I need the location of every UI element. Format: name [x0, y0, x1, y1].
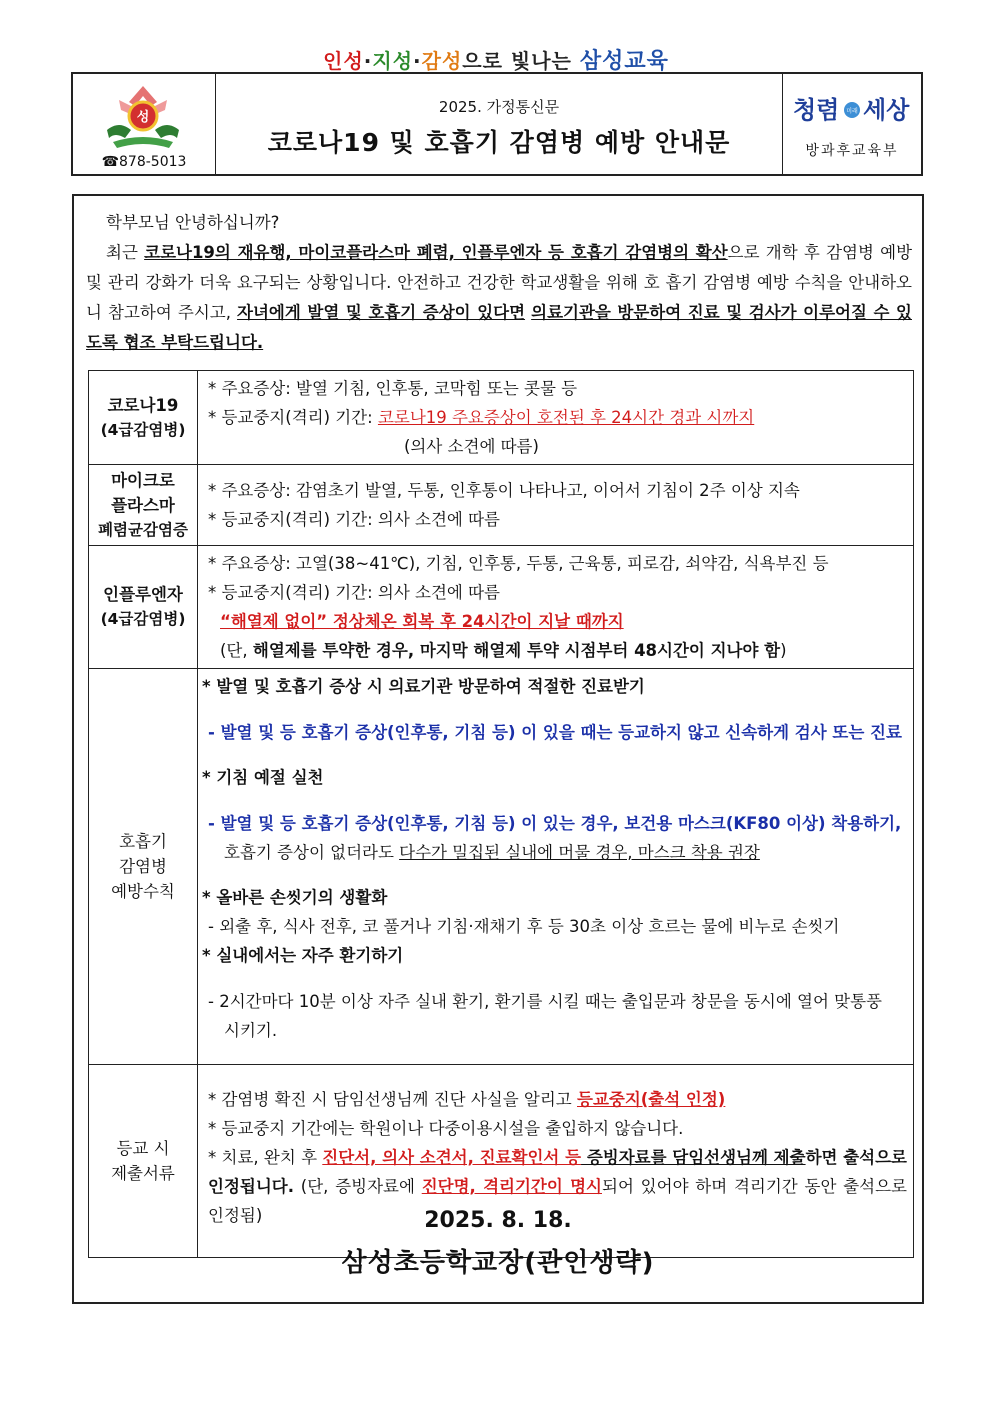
logo-text-left: 청렴 [793, 96, 840, 124]
greeting: 학부모님 안녕하십니까? [106, 213, 280, 232]
symptoms-line: * 주요증상: 고열(38~41℃), 기침, 인후통, 두통, 근육통, 피로감, 쇠약감, 식욕부진 등 [208, 554, 829, 573]
label-line: 마이크로 [111, 470, 175, 490]
submit-seg: 되어 있어야 하며 격리기간 동안 출석으로 인정됨) [208, 1177, 907, 1225]
slogan-part: 감성 [421, 49, 463, 73]
clean-society-logo [791, 88, 913, 128]
symptoms-line: * 주요증상: 발열 기침, 인후통, 코막힘 또는 콧물 등 [208, 379, 578, 398]
label-line: 호흡기 [119, 832, 167, 851]
label-line: 제출서류 [111, 1164, 175, 1183]
rule-detail [208, 809, 907, 867]
detail-underline: 다수가 밀집된 실내에 머물 경우, 마스크 착용 권장 [399, 842, 760, 862]
slogan-dot: · [413, 49, 422, 73]
slogan-dot: · [363, 49, 373, 73]
note-highlight: 해열제를 투약한 경우, 마지막 해열제 투약 시점부터 48시간이 지나야 함 [252, 641, 781, 660]
fever-free-rule: “해열제 없이” 정상체온 회복 후 24시간이 지날 때까지 [220, 612, 624, 631]
label-line: 폐렴균감염증 [98, 520, 188, 539]
school-emblem-icon [99, 80, 187, 152]
submit-line [208, 1085, 907, 1114]
row-content [198, 371, 914, 465]
label-line: 코로나19 [107, 395, 179, 415]
row-label [89, 669, 198, 1065]
iso-highlight: 코로나19 주요증상이 호전된 후 24시간 경과 시까지 [377, 408, 755, 427]
intro-paragraph [86, 208, 912, 358]
intro-highlight: 코로나19의 재유행, 마이코플라스마 폐렴, 인플루엔자 등 호흡기 감염병의 확산 [144, 243, 728, 262]
letter-header [71, 72, 923, 176]
rule-detail: - 2시간마다 10분 이상 자주 실내 환기, 환기를 시킬 때는 출입문과 창문을 동시에 열어 맞통풍시키기. [208, 991, 882, 1040]
school-slogan [0, 44, 992, 75]
note-seg: ) [780, 641, 787, 660]
table-row [89, 371, 914, 465]
slogan-part: 인성 [323, 49, 364, 73]
submit-seg: * 감염병 확진 시 담임선생님께 진단 사실을 알리고 [208, 1090, 577, 1109]
school-phone: ☎878-5013 [101, 154, 187, 170]
table-row [89, 465, 914, 546]
department-cell [783, 74, 921, 174]
row-content [198, 465, 914, 546]
intro-seg: 으로 개학 [727, 243, 798, 262]
antipyretic-note [208, 636, 907, 665]
logo-text-right: 세상 [863, 96, 910, 124]
label-line: (4급감염병) [100, 610, 186, 628]
label-line: 감염병 [119, 857, 167, 876]
submit-highlight: 등교중지(출석 인정) [577, 1090, 726, 1109]
row-label [89, 371, 198, 465]
submit-line: * 등교중지 기간에는 학원이나 다중이용시설을 출입하지 않습니다. [208, 1119, 684, 1138]
rule-heading: * 발열 및 호흡기 증상 시 의료기관 방문하여 적절한 진료받기 [202, 677, 645, 696]
intro-highlight: 자녀에게 발열 및 호흡기 증상이 있다면 [237, 303, 526, 322]
label-line: 인플루엔자 [103, 585, 183, 604]
row-label [89, 546, 198, 669]
label-line: (4급감염병) [100, 420, 186, 439]
detail-seg: 호흡기 증상이 없더라도 [224, 842, 400, 862]
submit-highlight: 증빙자료를 담임선생님께 제출 [581, 1148, 806, 1167]
submit-highlight: 진단명, 격리기간이 명시 [421, 1177, 602, 1196]
rule-detail: - 발열 및 등 호흡기 증상(인후통, 기침 등) 이 있을 때는 등교하지 않고 신속하게 검사 또는 진료 [208, 722, 902, 742]
iso-note: (의사 소견에 따름) [404, 437, 539, 456]
label-line: 등교 시 [116, 1139, 170, 1158]
rule-heading: * 실내에서는 자주 환기하기 [202, 946, 404, 965]
slogan-part: 으로 빛나는 [462, 49, 580, 73]
detail-highlight: - 발열 및 등 호흡기 증상(인후통, 기침 등) 이 있는 경우, 보건용 마스크(KF80 이상) 착용하기, [208, 813, 902, 833]
intro-seg: 최근 [106, 243, 145, 262]
submit-seg: * 치료, 완치 후 [208, 1148, 323, 1167]
symptoms-line: * 주요증상: 감염초기 발열, 두통, 인후통이 나타나고, 이어서 기침이 2주 이상 지속 [208, 481, 800, 500]
isolation-line: * 등교중지(격리) 기간: 의사 소견에 따름 [208, 510, 500, 529]
label-line: 예방수칙 [111, 882, 175, 901]
letter-body [72, 194, 924, 1304]
submit-seg: (단, 증빙자료에 [293, 1177, 422, 1196]
label-line: 플라스마 [111, 495, 175, 515]
row-content [198, 546, 914, 669]
rule-detail: - 외출 후, 식사 전후, 코 풀거나 기침·재채기 후 등 30초 이상 흐르는 물에 비누로 손씻기 [208, 917, 840, 936]
submit-highlight: 진단서, 의사 소견서, 진료확인서 등 [322, 1148, 582, 1167]
emblem-character: 성 [136, 110, 150, 125]
row-label [89, 465, 198, 546]
principal-signature: 삼성초등학교장(관인생략) [341, 1248, 655, 1278]
rule-heading: * 올바른 손씻기의 생활화 [202, 888, 388, 907]
rule-heading: * 기침 예절 실천 [202, 768, 324, 787]
iso-seg: * 등교중지(격리) 기간: [208, 408, 378, 427]
document-title: 코로나19 및 호흡기 감염병 예방 안내문 [267, 128, 731, 157]
slogan-part: 삼성교육 [579, 49, 669, 74]
submit-highlight: 하면 출석으로 인정됩니다. [208, 1148, 907, 1196]
intro-seg: 후 감염병 예방 및 관리 강화가 더욱 요구되는 상황입니다. 안전하고 건강한 학교생활을 위해 호 [86, 243, 913, 292]
school-emblem-cell [73, 74, 216, 174]
row-content [198, 669, 914, 1065]
letter-date: 2025. 8. 18. [424, 1208, 572, 1233]
logo-text-mid: 미래 [846, 108, 858, 115]
isolation-line [208, 403, 907, 432]
disease-info-table [88, 370, 914, 1258]
newsletter-label: 2025. 가정통신문 [438, 98, 560, 116]
department-name: 방과후교육부 [805, 143, 899, 159]
slogan-part: 지성 [372, 49, 414, 73]
note-seg: (단, [220, 641, 253, 660]
title-cell [216, 74, 783, 174]
isolation-line: * 등교중지(격리) 기간: 의사 소견에 따름 [208, 583, 500, 602]
table-row [89, 546, 914, 669]
intro-text [86, 238, 912, 358]
intro-seg: 흡기 감염병 예방 수칙을 안내하오니 참고하여 주시고, [86, 273, 912, 322]
table-row [89, 669, 914, 1065]
intro-highlight: 의료기관을 방문하여 진료 및 검사가 이루어질 수 있도록 협조 부탁드립니다. [86, 303, 912, 352]
